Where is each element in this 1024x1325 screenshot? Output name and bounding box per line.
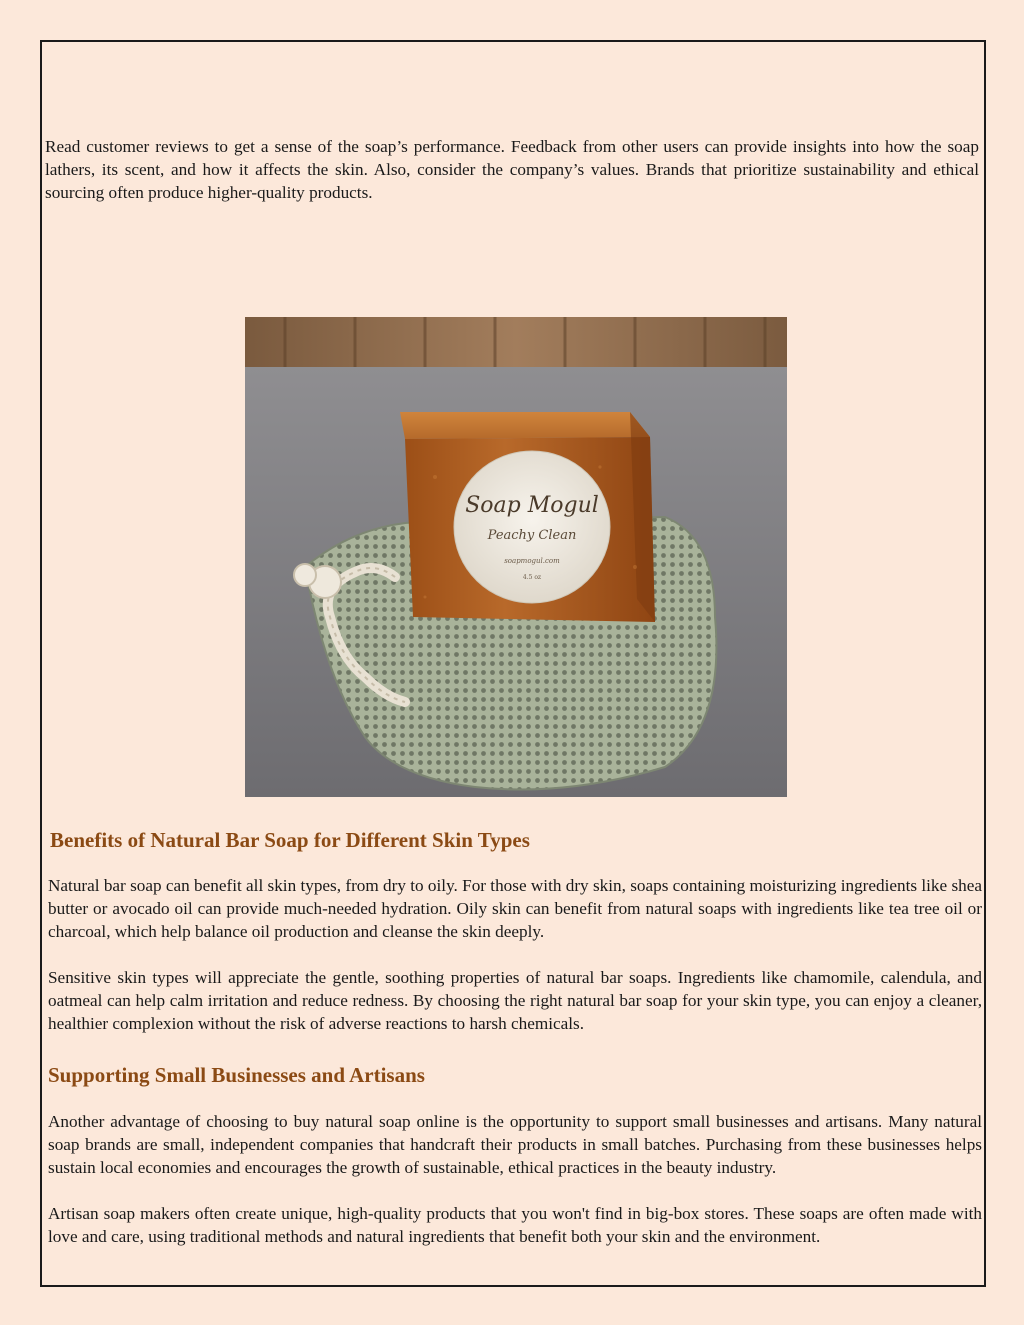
benefits-paragraph-2: Sensitive skin types will appreciate the gentle, soothing properties of natural bar soaps. Ingredients like chamomile, calendula, and oatmeal can help calm irritation and reduce redness. By choosing the right natural bar soap for your skin type, you can enjoy a cleaner, healthier complexion without the risk of adverse reactions to harsh chemicals.	[48, 968, 982, 1033]
product-photo	[245, 317, 787, 797]
page-content	[45, 135, 982, 1246]
artisans-paragraph-2: Artisan soap makers often create unique, high-quality products that you won't find in big-box stores. These soaps are often made with love and care, using traditional methods and natural ingredients that benefit both your skin and the environment.	[48, 1204, 982, 1246]
page-frame	[40, 40, 986, 1287]
benefits-paragraph-1: Natural bar soap can benefit all skin types, from dry to oily. For those with dry skin, soaps containing moisturizing ingredients like shea butter or avocado oil can provide much-needed hydration. Oily skin can benefit from natural soaps with ingredients like tea tree oil or charcoal, which help balance oil production and cleanse the skin deeply.	[48, 876, 982, 941]
soap-label-brand: Soap Mogul	[465, 493, 599, 518]
soap-label-product: Peachy Clean	[487, 528, 577, 543]
soap-label-url: soapmogul.com	[504, 557, 560, 565]
section-heading-benefits: Benefits of Natural Bar Soap for Different Skin Types	[50, 828, 530, 852]
section-body-artisans	[48, 1110, 982, 1248]
artisans-paragraph-1: Another advantage of choosing to buy natural soap online is the opportunity to support small businesses and artisans. Many natural soap brands are small, independent companies that handcraft their products in small batches. Purchasing from these businesses helps sustain local economies and encourages the growth of sustainable, ethical practices in the beauty industry.	[48, 1112, 982, 1177]
soap-label-weight: 4.5 oz	[522, 574, 542, 581]
section-heading-artisans: Supporting Small Businesses and Artisans	[48, 1063, 425, 1087]
section-body-benefits	[48, 874, 982, 1035]
intro-paragraph: Read customer reviews to get a sense of the soap’s performance. Feedback from other users can provide insights into how the soap lathers, its scent, and how it affects the skin. Also, consider the company’s values. Brands that prioritize sustainability and ethical sourcing often produce higher-quality products.	[45, 137, 979, 202]
